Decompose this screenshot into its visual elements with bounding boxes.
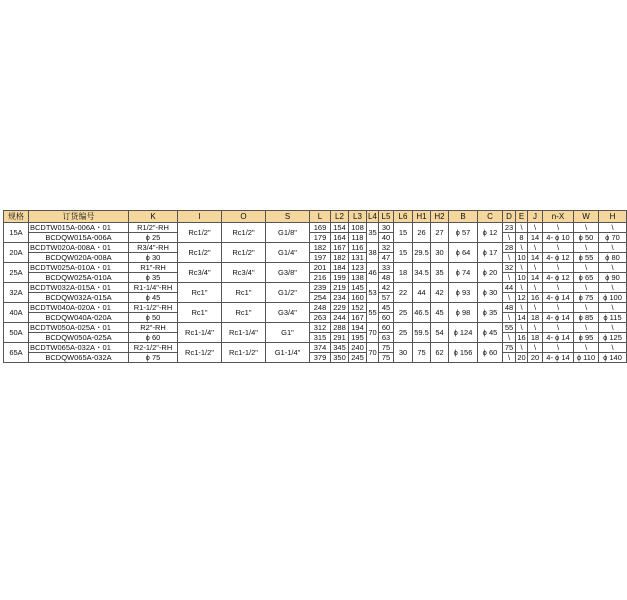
nx-cell: \ [543, 323, 574, 333]
e-cell: 16 [517, 333, 526, 342]
d-cell: 28 [503, 243, 516, 253]
table-row [4, 333, 627, 343]
header-d: D [503, 211, 516, 223]
size-cell: 50A [4, 323, 29, 343]
l3-cell: 118 [349, 233, 367, 243]
h2-cell: 54 [431, 323, 449, 343]
l3-cell: 167 [349, 313, 367, 323]
c-cell: ϕ 17 [478, 243, 503, 263]
header-l2: L2 [331, 211, 349, 223]
b-cell: ϕ 57 [449, 223, 478, 243]
l-cell: 201 [310, 263, 331, 273]
w-cell: ϕ 85 [574, 313, 599, 323]
l3-cell: 152 [349, 303, 367, 313]
order-code-cell: BCDQW050A-025A [29, 333, 129, 343]
d-cell: \ [503, 353, 516, 363]
l5-cell: 40 [379, 233, 394, 243]
size-cell: 20A [4, 243, 29, 263]
order-code-cell: BCDQW065A-032A [29, 353, 129, 363]
i-cell: Rc1/2" [178, 223, 222, 243]
k-cell: ϕ 30 [129, 253, 178, 263]
d-cell: 55 [503, 323, 516, 333]
c-cell: ϕ 20 [478, 263, 503, 283]
o-cell: Rc1/2" [222, 243, 266, 263]
order-code-cell: BCDTW040A-020A・01 [29, 303, 129, 313]
table-row [4, 263, 627, 273]
o-cell: Rc1" [222, 283, 266, 303]
l5-cell: 33 [379, 263, 394, 273]
h1-cell: 75 [413, 343, 431, 363]
i-cell: Rc1" [178, 283, 222, 303]
header-l3: L3 [349, 211, 367, 223]
e-cell: \ [516, 223, 528, 233]
i-cell: Rc1" [178, 303, 222, 323]
e-cell: \ [516, 243, 528, 253]
table-row [4, 303, 627, 313]
c-cell: ϕ 45 [478, 323, 503, 343]
l2-cell: 244 [331, 313, 349, 323]
k-cell: R1"-RH [129, 263, 178, 273]
l6-cell: 25 [394, 303, 413, 323]
j-cell: 14 [528, 273, 543, 283]
c-cell: ϕ 60 [478, 343, 503, 363]
l3-cell: 123 [349, 263, 367, 273]
nx-cell: \ [543, 283, 574, 293]
nx-cell: \ [543, 223, 574, 233]
h-cell: \ [599, 223, 627, 233]
h-cell: ϕ 125 [599, 333, 627, 343]
b-cell: ϕ 64 [449, 243, 478, 263]
j-cell: \ [528, 243, 543, 253]
nx-cell: 4- ϕ 10 [543, 233, 574, 243]
l2-cell: 345 [331, 343, 349, 353]
w-cell: \ [574, 323, 599, 333]
header-b: B [449, 211, 478, 223]
nx-cell: 4- ϕ 14 [543, 313, 574, 323]
l-cell: 379 [310, 353, 331, 363]
l3-cell: 195 [349, 333, 367, 343]
b-cell: ϕ 156 [449, 343, 478, 363]
e-cell: 20 [517, 353, 526, 362]
table-row [4, 253, 627, 263]
table-row [4, 233, 627, 243]
e-cell: \ [516, 283, 528, 293]
l3-cell: 116 [349, 243, 367, 253]
b-cell: ϕ 124 [449, 323, 478, 343]
nx-cell: \ [543, 343, 574, 353]
c-cell: ϕ 30 [478, 283, 503, 303]
e-cell: \ [516, 263, 528, 273]
l5-cell: 30 [379, 223, 394, 233]
order-code-cell: BCDQW032A-015A [29, 293, 129, 303]
l6-cell: 15 [394, 223, 413, 243]
d-cell: \ [503, 253, 516, 263]
j-cell: \ [528, 283, 543, 293]
d-cell: 48 [503, 303, 516, 313]
e-cell: 10 [517, 273, 526, 282]
s-cell: G3/8" [266, 263, 310, 283]
k-cell: ϕ 45 [129, 293, 178, 303]
e-cell: 8 [516, 233, 528, 243]
l5-cell: 42 [379, 283, 394, 293]
l2-cell: 288 [331, 323, 349, 333]
l3-cell: 245 [349, 353, 367, 363]
h-cell: ϕ 100 [599, 293, 627, 303]
j-cell: 18 [528, 313, 543, 323]
o-cell: Rc1-1/2" [222, 343, 266, 363]
w-cell: \ [574, 283, 599, 293]
s-cell: G1/4" [266, 243, 310, 263]
l-cell: 216 [310, 273, 331, 283]
j-cell: \ [528, 323, 543, 333]
table-body [4, 223, 627, 363]
spec-table-container [3, 210, 622, 363]
l-cell: 169 [310, 223, 331, 233]
l3-cell: 240 [349, 343, 367, 353]
l3-cell: 108 [349, 223, 367, 233]
l-cell: 182 [310, 243, 331, 253]
d-cell: \ [503, 313, 516, 323]
l-cell: 179 [310, 233, 331, 243]
w-cell: \ [574, 243, 599, 253]
k-cell: ϕ 75 [129, 353, 178, 363]
l5-cell: 63 [379, 333, 394, 343]
k-cell: R1/2"-RH [129, 223, 178, 233]
size-cell: 25A [4, 263, 29, 283]
order-code-cell: BCDQW040A-020A [29, 313, 129, 323]
w-cell: ϕ 110 [574, 353, 599, 363]
header-h1: H1 [413, 211, 431, 223]
l5-cell: 60 [379, 313, 394, 323]
e-cell: \ [516, 343, 528, 353]
l2-cell: 184 [331, 263, 349, 273]
o-cell: Rc1" [222, 303, 266, 323]
j-cell: 18 [528, 333, 543, 343]
header-l5: L5 [379, 211, 394, 223]
h2-cell: 27 [431, 223, 449, 243]
l-cell: 248 [310, 303, 331, 313]
header-e: E [516, 211, 528, 223]
i-cell: Rc1/2" [178, 243, 222, 263]
k-cell: R3/4"-RH [129, 243, 178, 253]
header-h: H [599, 211, 627, 223]
l5-cell: 75 [379, 353, 394, 363]
nx-cell: 4- ϕ 12 [543, 273, 574, 283]
h-cell: ϕ 140 [599, 353, 627, 363]
j-cell: \ [528, 263, 543, 273]
k-cell: R2"-RH [129, 323, 178, 333]
l-cell: 312 [310, 323, 331, 333]
l3-cell: 160 [349, 293, 367, 303]
l3-cell: 131 [349, 253, 367, 263]
l-cell: 239 [310, 283, 331, 293]
j-cell: \ [528, 343, 543, 353]
nx-cell: 4- ϕ 14 [543, 333, 574, 343]
l4-cell: 55 [367, 303, 379, 323]
h2-cell: 45 [431, 303, 449, 323]
l6-cell: 25 [394, 323, 413, 343]
header-size: 规格 [4, 211, 29, 223]
l6-cell: 22 [394, 283, 413, 303]
order-code-cell: BCDTW020A-008A・01 [29, 243, 129, 253]
h-cell: ϕ 115 [599, 313, 627, 323]
h2-cell: 42 [431, 283, 449, 303]
i-cell: Rc1-1/2" [178, 343, 222, 363]
l-cell: 197 [310, 253, 331, 263]
d-cell: 23 [503, 223, 516, 233]
l2-cell: 219 [331, 283, 349, 293]
w-cell: \ [574, 263, 599, 273]
table-row [4, 323, 627, 333]
w-cell: ϕ 95 [574, 333, 599, 343]
nx-cell: 4- ϕ 12 [543, 253, 574, 263]
l-cell: 263 [310, 313, 331, 323]
j-cell: \ [528, 303, 543, 313]
h-cell: \ [599, 243, 627, 253]
l2-cell: 182 [331, 253, 349, 263]
i-cell: Rc1-1/4" [178, 323, 222, 343]
h2-cell: 30 [431, 243, 449, 263]
header-o: O [222, 211, 266, 223]
spec-table [3, 210, 627, 363]
table-row [4, 293, 627, 303]
l-cell: 254 [310, 293, 331, 303]
d-cell: 44 [503, 283, 516, 293]
e-cell: \ [516, 323, 528, 333]
header-l: L [310, 211, 331, 223]
h-cell: \ [599, 263, 627, 273]
l5-cell: 60 [379, 323, 394, 333]
header-c: C [478, 211, 503, 223]
order-code-cell: BCDQW020A-008A [29, 253, 129, 263]
w-cell: ϕ 65 [574, 273, 599, 283]
l4-cell: 35 [367, 223, 379, 243]
table-row [4, 313, 627, 323]
k-cell: ϕ 25 [129, 233, 178, 243]
l2-cell: 350 [331, 353, 349, 363]
nx-cell: \ [543, 303, 574, 313]
h-cell: \ [599, 303, 627, 313]
header-w: W [574, 211, 599, 223]
s-cell: G3/4" [266, 303, 310, 323]
c-cell: ϕ 35 [478, 303, 503, 323]
header-h2: H2 [431, 211, 449, 223]
h-cell: \ [599, 283, 627, 293]
c-cell: ϕ 12 [478, 223, 503, 243]
size-cell: 15A [4, 223, 29, 243]
nx-cell: 4- ϕ 14 [543, 353, 574, 363]
e-cell: \ [516, 303, 528, 313]
l5-cell: 57 [379, 293, 394, 303]
l4-cell: 70 [367, 343, 379, 363]
l5-cell: 32 [379, 243, 394, 253]
b-cell: ϕ 93 [449, 283, 478, 303]
h2-cell: 35 [431, 263, 449, 283]
s-cell: G1-1/4" [266, 343, 310, 363]
s-cell: G1/2" [266, 283, 310, 303]
h1-cell: 44 [413, 283, 431, 303]
j-cell: 14 [528, 253, 543, 263]
size-cell: 40A [4, 303, 29, 323]
order-code-cell: BCDTW032A-015A・01 [29, 283, 129, 293]
l3-cell: 194 [349, 323, 367, 333]
d-cell: \ [503, 333, 516, 343]
h-cell: ϕ 90 [599, 273, 627, 283]
l6-cell: 15 [394, 243, 413, 263]
nx-cell: \ [543, 243, 574, 253]
l2-cell: 291 [331, 333, 349, 343]
header-l6: L6 [394, 211, 413, 223]
b-cell: ϕ 98 [449, 303, 478, 323]
header-order-code: 订货编号 [29, 211, 129, 223]
order-code-cell: BCDQW025A-010A [29, 273, 129, 283]
l2-cell: 167 [331, 243, 349, 253]
s-cell: G1" [266, 323, 310, 343]
e-cell: 12 [517, 293, 526, 302]
k-cell: ϕ 35 [129, 273, 178, 283]
table-row [4, 273, 627, 283]
table-row [4, 223, 627, 233]
l-cell: 315 [310, 333, 331, 343]
table-row [4, 343, 627, 353]
e-cell: 14 [517, 313, 526, 322]
o-cell: Rc1/2" [222, 223, 266, 243]
l2-cell: 164 [331, 233, 349, 243]
d-cell: 32 [503, 263, 516, 273]
w-cell: \ [574, 223, 599, 233]
size-cell: 32A [4, 283, 29, 303]
h1-cell: 26 [413, 223, 431, 243]
l3-cell: 138 [349, 273, 367, 283]
l2-cell: 234 [331, 293, 349, 303]
k-cell: ϕ 60 [129, 333, 178, 343]
e-cell: 10 [517, 253, 526, 262]
order-code-cell: BCDTW025A-010A・01 [29, 263, 129, 273]
size-cell: 65A [4, 343, 29, 363]
h-cell: ϕ 80 [599, 253, 627, 263]
d-cell: \ [503, 273, 516, 283]
j-cell: \ [528, 223, 543, 233]
l4-cell: 46 [367, 263, 379, 283]
l4-cell: 70 [367, 323, 379, 343]
l2-cell: 229 [331, 303, 349, 313]
nx-cell: 4- ϕ 14 [543, 293, 574, 303]
h-cell: \ [599, 323, 627, 333]
h1-cell: 46.5 [413, 303, 431, 323]
w-cell: ϕ 50 [574, 233, 599, 243]
h1-cell: 29.5 [413, 243, 431, 263]
l6-cell: 18 [394, 263, 413, 283]
h2-cell: 62 [431, 343, 449, 363]
j-cell: 16 [528, 293, 543, 303]
s-cell: G1/8" [266, 223, 310, 243]
w-cell: ϕ 75 [574, 293, 599, 303]
i-cell: Rc3/4" [178, 263, 222, 283]
header-j: J [528, 211, 543, 223]
header-i: I [178, 211, 222, 223]
k-cell: R2-1/2"-RH [129, 343, 178, 353]
h1-cell: 59.5 [413, 323, 431, 343]
header-row [4, 211, 627, 223]
header-k: K [129, 211, 178, 223]
order-code-cell: BCDQW015A-006A [29, 233, 129, 243]
w-cell: \ [574, 303, 599, 313]
w-cell: \ [574, 343, 599, 353]
j-cell: 20 [528, 353, 543, 363]
l5-cell: 45 [379, 303, 394, 313]
header-nx: n-X [543, 211, 574, 223]
order-code-cell: BCDTW015A-006A・01 [29, 223, 129, 233]
l5-cell: 47 [379, 253, 394, 263]
l2-cell: 199 [331, 273, 349, 283]
h-cell: ϕ 70 [599, 233, 627, 243]
l2-cell: 154 [331, 223, 349, 233]
l5-cell: 48 [379, 273, 394, 283]
k-cell: R1-1/2"-RH [129, 303, 178, 313]
d-cell: 75 [503, 343, 516, 353]
o-cell: Rc1-1/4" [222, 323, 266, 343]
header-s: S [266, 211, 310, 223]
order-code-cell: BCDTW065A-032A・01 [29, 343, 129, 353]
l5-cell: 75 [379, 343, 394, 353]
table-row [4, 353, 627, 363]
l-cell: 374 [310, 343, 331, 353]
j-cell: 14 [528, 233, 543, 243]
table-row [4, 243, 627, 253]
order-code-cell: BCDTW050A-025A・01 [29, 323, 129, 333]
w-cell: ϕ 55 [574, 253, 599, 263]
l4-cell: 38 [367, 243, 379, 263]
b-cell: ϕ 74 [449, 263, 478, 283]
k-cell: R1-1/4"-RH [129, 283, 178, 293]
nx-cell: \ [543, 263, 574, 273]
h-cell: \ [599, 343, 627, 353]
l4-cell: 53 [367, 283, 379, 303]
header-l4: L4 [368, 212, 377, 221]
d-cell: \ [503, 233, 516, 243]
o-cell: Rc3/4" [222, 263, 266, 283]
k-cell: ϕ 50 [129, 313, 178, 323]
table-row [4, 283, 627, 293]
d-cell: \ [503, 293, 516, 303]
l6-cell: 30 [394, 343, 413, 363]
h1-cell: 34.5 [413, 263, 431, 283]
l3-cell: 145 [349, 283, 367, 293]
